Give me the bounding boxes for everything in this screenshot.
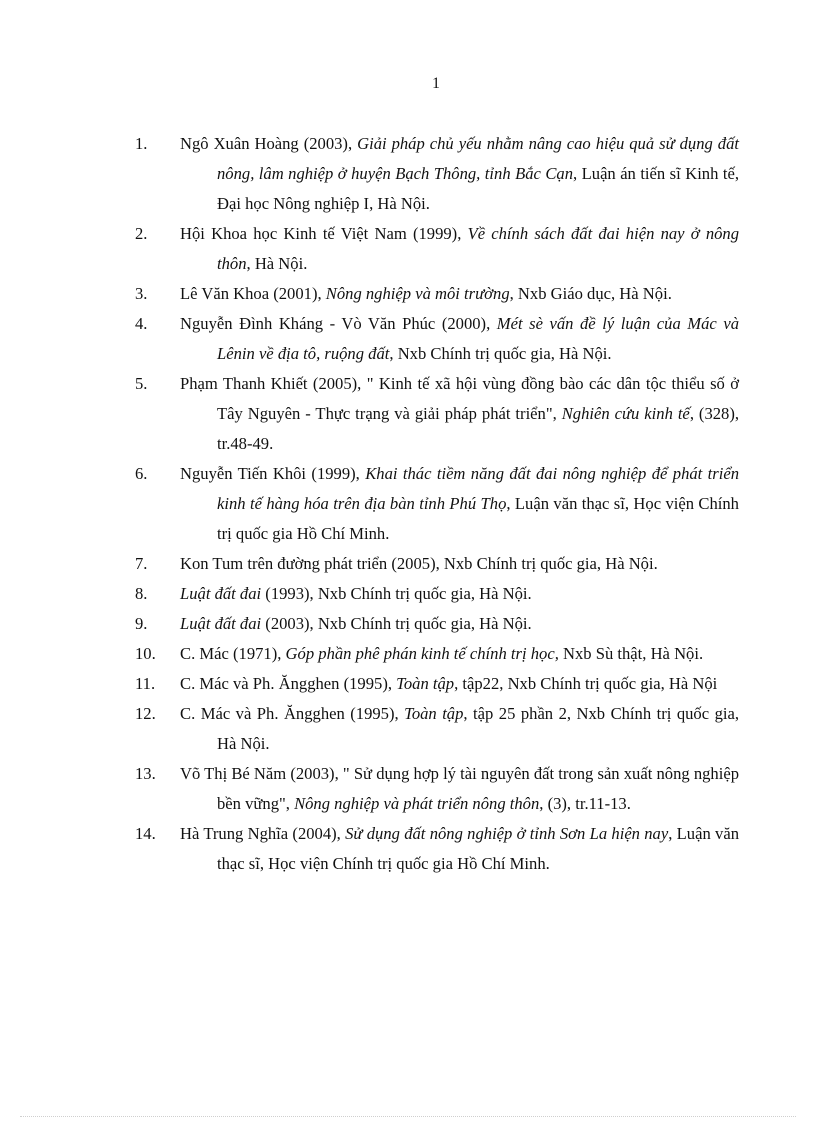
reference-item bbox=[0, 609, 739, 639]
reference-text bbox=[180, 224, 739, 273]
reference-number: 5. bbox=[135, 374, 148, 393]
reference-text-segment: , (3), tr.11-13. bbox=[539, 794, 631, 813]
reference-text-segment: , (328), tr.48-49. bbox=[217, 404, 740, 453]
reference-text bbox=[180, 314, 739, 363]
reference-number: 2. bbox=[135, 224, 148, 243]
reference-number: 1. bbox=[135, 134, 148, 153]
reference-title: Toàn tập bbox=[396, 674, 455, 693]
reference-text-segment: Phạm Thanh Khiết (2005), " Kinh tế xã hội vùng đồng bào các dân tộc thiểu số ở Tây Nguyên - Thực trạng và giải pháp phát triển", bbox=[180, 374, 739, 423]
reference-text-segment: Lê Văn Khoa (2001), bbox=[180, 284, 326, 303]
reference-item bbox=[0, 309, 739, 369]
reference-item bbox=[0, 819, 739, 879]
reference-number: 7. bbox=[135, 554, 148, 573]
reference-text bbox=[180, 584, 532, 603]
reference-title: Góp phần phê phán kinh tế chính trị học, bbox=[285, 644, 559, 663]
reference-text-segment: Kon Tum trên đường phát triển (2005), Nxb Chính trị quốc gia, Hà Nội. bbox=[180, 554, 658, 573]
reference-item bbox=[0, 759, 739, 819]
reference-text-segment: Nguyễn Tiến Khôi (1999), bbox=[180, 464, 366, 483]
page-number: 1 bbox=[432, 75, 440, 92]
reference-text-segment: (2003), Nxb Chính trị quốc gia, Hà Nội. bbox=[261, 614, 532, 633]
page-bottom-divider bbox=[20, 1116, 796, 1117]
reference-text-segment: , tập22, Nxb Chính trị quốc gia, Hà Nội bbox=[454, 674, 718, 693]
reference-text-segment: C. Mác và Ph. Ăngghen (1995), bbox=[180, 704, 405, 723]
reference-text bbox=[180, 134, 739, 213]
reference-list bbox=[0, 129, 816, 879]
reference-number: 6. bbox=[135, 464, 148, 483]
reference-number: 11. bbox=[135, 674, 156, 693]
reference-item bbox=[0, 549, 739, 579]
reference-number: 4. bbox=[135, 314, 148, 333]
reference-item bbox=[0, 369, 739, 459]
reference-title: Giải pháp chủ yếu nhằm nâng cao hiệu quả sử dụng đất nông, lâm nghiệp ở huyện Bạch Thông, tỉnh Bắc Cạn bbox=[217, 134, 739, 183]
reference-title: Nghiên cứu kinh tế bbox=[561, 404, 690, 423]
reference-text-segment: (1993), Nxb Chính trị quốc gia, Hà Nội. bbox=[261, 584, 532, 603]
reference-text bbox=[180, 614, 532, 633]
reference-title: Nông nghiệp và môi trường bbox=[325, 284, 510, 303]
reference-text-segment: , tập 25 phần 2, Nxb Chính trị quốc gia, Hà Nội. bbox=[217, 704, 739, 753]
reference-number: 9. bbox=[135, 614, 148, 633]
reference-text bbox=[180, 674, 717, 693]
reference-title: Khai thác tiềm năng đất đai nông nghiệp để phát triển kinh tế hàng hóa trên địa bàn tỉnh Phú Thọ bbox=[217, 464, 740, 513]
reference-text-segment: Nguyễn Đình Kháng - Vò Văn Phúc (2000), bbox=[180, 314, 497, 333]
reference-item bbox=[0, 219, 739, 279]
reference-text bbox=[180, 284, 672, 303]
reference-title: Toàn tập bbox=[404, 704, 464, 723]
reference-title: Mét sè vấn đề lý luận của Mác và Lênin về địa tô, ruộng đất bbox=[217, 314, 739, 363]
reference-text-segment: Ngô Xuân Hoàng (2003), bbox=[180, 134, 358, 153]
reference-text-segment: Hà Trung Nghĩa (2004), bbox=[180, 824, 346, 843]
reference-number: 3. bbox=[135, 284, 148, 303]
reference-number: 14. bbox=[135, 824, 156, 843]
reference-number: 12. bbox=[135, 704, 156, 723]
reference-title: Luật đất đai bbox=[180, 614, 262, 633]
reference-item bbox=[0, 279, 739, 309]
reference-text bbox=[180, 824, 739, 873]
reference-item bbox=[0, 699, 739, 759]
reference-text-segment: , Luận văn thạc sĩ, Học viện Chính trị quốc gia Hồ Chí Minh. bbox=[217, 824, 740, 873]
reference-text-segment: , Nxb Giáo dục, Hà Nội. bbox=[509, 284, 672, 303]
reference-text-segment: Hội Khoa học Kinh tế Việt Nam (1999), bbox=[180, 224, 468, 243]
reference-number: 10. bbox=[135, 644, 156, 663]
reference-text-segment: , Hà Nội. bbox=[246, 254, 308, 273]
reference-item bbox=[0, 459, 739, 549]
reference-item bbox=[0, 129, 739, 219]
reference-number: 8. bbox=[135, 584, 148, 603]
reference-item bbox=[0, 669, 739, 699]
reference-number: 13. bbox=[135, 764, 156, 783]
reference-title: Về chính sách đất đai hiện nay ở nông thôn bbox=[217, 224, 740, 273]
reference-text-segment: , Luận án tiến sĩ Kinh tế, Đại học Nông nghiệp I, Hà Nội. bbox=[217, 164, 739, 213]
reference-title: Sử dụng đất nông nghiệp ở tỉnh Sơn La hiện nay bbox=[345, 824, 669, 843]
reference-item bbox=[0, 579, 739, 609]
reference-text-segment: Nxb Sù thật, Hà Nội. bbox=[558, 644, 704, 663]
reference-text-segment: C. Mác (1971), bbox=[180, 644, 286, 663]
reference-text bbox=[180, 704, 739, 753]
reference-text-segment: , Luận văn thạc sĩ, Học viện Chính trị quốc gia Hồ Chí Minh. bbox=[217, 494, 739, 543]
reference-text bbox=[180, 464, 739, 543]
reference-title: Luật đất đai bbox=[180, 584, 262, 603]
reference-text-segment: C. Mác và Ph. Ăngghen (1995), bbox=[180, 674, 397, 693]
reference-text bbox=[180, 764, 739, 813]
reference-item bbox=[0, 639, 739, 669]
reference-title: Nông nghiệp và phát triển nông thôn bbox=[294, 794, 540, 813]
reference-text bbox=[180, 644, 703, 663]
reference-text bbox=[180, 374, 739, 453]
reference-text-segment: , Nxb Chính trị quốc gia, Hà Nội. bbox=[389, 344, 612, 363]
reference-text bbox=[180, 554, 658, 573]
reference-text-segment: Võ Thị Bé Năm (2003), " Sử dụng hợp lý tài nguyên đất trong sản xuất nông nghiệp bền vững", bbox=[180, 764, 739, 813]
